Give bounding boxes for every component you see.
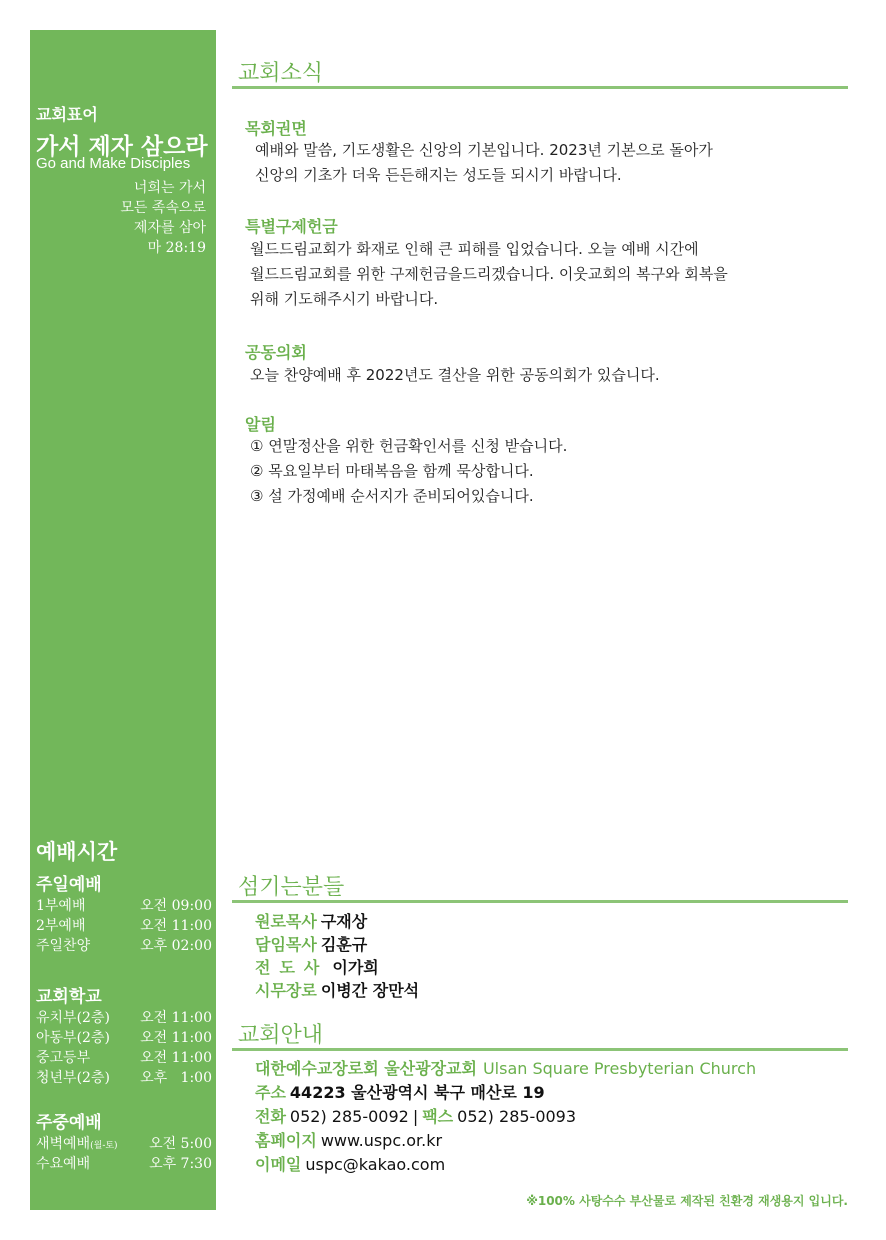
worship-row	[36, 1068, 212, 1088]
sidebar	[30, 30, 216, 1210]
servant-role: 시무장로	[255, 981, 317, 1000]
separator: |	[412, 1107, 419, 1126]
phone-row	[255, 1105, 756, 1129]
weekday-worship-list	[36, 1134, 212, 1174]
phone-value: 052) 285-0092	[289, 1107, 409, 1126]
servant-name: 구재상	[320, 912, 368, 931]
homepage-row	[255, 1129, 756, 1153]
servant-role: 전도사	[255, 958, 329, 977]
special-offering-text	[250, 237, 846, 312]
pastoral-exhortation-title: 목회권면	[245, 119, 307, 138]
text-line: 위해 기도해주시기 바랍니다.	[250, 290, 439, 308]
worship-time: 오후 7:30	[149, 1156, 212, 1172]
congregational-meeting-text	[250, 363, 846, 388]
worship-name: 새벽예배	[36, 1136, 91, 1152]
worship-row	[36, 896, 212, 916]
phone-label: 전화	[255, 1107, 286, 1126]
homepage-label: 홈페이지	[255, 1131, 317, 1150]
worship-time: 오전 11:00	[140, 1030, 212, 1046]
servant-row	[255, 979, 419, 1002]
worship-time: 오전 11:00	[140, 918, 212, 934]
worship-name: 청년부(2층)	[36, 1070, 110, 1086]
text-line: 오늘 찬양예배 후 2022년도 결산을 위한 공동의회가 있습니다.	[250, 366, 660, 384]
sunday-worship-list	[36, 896, 212, 956]
worship-row	[36, 1028, 212, 1048]
church-info-divider	[232, 1048, 848, 1051]
church-name: 대한예수교장로회 울산광장교회	[255, 1059, 477, 1078]
servant-row	[255, 910, 419, 933]
worship-row	[36, 1048, 212, 1068]
notice-item: ① 연말정산을 위한 헌금확인서를 신청 받습니다.	[250, 437, 568, 455]
church-school-title: 교회학교	[36, 987, 102, 1007]
worship-row	[36, 1008, 212, 1028]
email-row	[255, 1153, 756, 1177]
fax-label: 팩스	[422, 1107, 454, 1126]
text-line: 신앙의 기초가 더욱 든든해지는 성도들 되시기 바랍니다.	[255, 166, 622, 184]
homepage-link[interactable]: www.uspc.or.kr	[320, 1131, 443, 1150]
worship-name: 아동부(2층)	[36, 1030, 110, 1046]
church-info	[255, 1057, 756, 1177]
pastoral-exhortation-text	[255, 138, 851, 188]
worship-days-note: (월-토)	[90, 1141, 118, 1151]
servant-role: 원로목사	[255, 912, 317, 931]
motto-label: 교회표어	[36, 105, 98, 124]
worship-name: 중고등부	[36, 1050, 91, 1066]
church-info-section-title: 교회안내	[238, 1023, 324, 1048]
church-school-list	[36, 1008, 212, 1088]
worship-name: 유치부(2층)	[36, 1010, 110, 1026]
worship-row	[36, 916, 212, 936]
motto-english: Go and Make Disciples	[36, 155, 191, 172]
church-name-english: Ulsan Square Presbyterian Church	[482, 1059, 757, 1078]
notices-list	[250, 434, 846, 509]
worship-time: 오후 02:00	[140, 938, 212, 954]
worship-time: 오후 1:00	[140, 1070, 212, 1086]
verse-line: 너희는 가서	[133, 180, 206, 196]
worship-time: 오전 09:00	[140, 898, 212, 914]
email-link[interactable]: uspc@kakao.com	[305, 1155, 446, 1174]
verse-line: 제자를 삼아	[133, 220, 206, 236]
notices-title: 알림	[245, 415, 276, 434]
text-line: 월드드림교회가 화재로 인해 큰 피해를 입었습니다. 오늘 예배 시간에	[250, 240, 699, 258]
weekday-worship-title: 주중예배	[36, 1113, 102, 1133]
worship-time: 오전 5:00	[149, 1136, 212, 1152]
servants-list	[255, 910, 419, 1002]
address-value: 44223 울산광역시 북구 매산로 19	[289, 1083, 545, 1102]
verse-reference: 마 28:19	[147, 240, 206, 256]
sunday-worship-title: 주일예배	[36, 875, 102, 895]
news-divider	[232, 86, 848, 89]
notice-item: ③ 설 가정예배 순서지가 준비되어있습니다.	[250, 487, 534, 505]
verse-line: 모든 족속으로	[120, 200, 206, 216]
worship-row	[36, 1154, 212, 1174]
recycled-paper-note: ※100% 사탕수수 부산물로 제작된 친환경 재생용지 입니다.	[526, 1194, 848, 1208]
servant-row	[255, 933, 419, 956]
worship-time: 오전 11:00	[140, 1010, 212, 1026]
servant-name: 이가희	[332, 958, 379, 977]
notice-item: ② 목요일부터 마태복음을 함께 묵상합니다.	[250, 462, 534, 480]
motto-verse	[120, 178, 206, 258]
worship-name: 수요예배	[36, 1156, 91, 1172]
servant-name: 김훈규	[320, 935, 368, 954]
fax-value: 052) 285-0093	[457, 1107, 577, 1126]
text-line: 예배와 말씀, 기도생활은 신앙의 기본입니다. 2023년 기본으로 돌아가	[255, 141, 713, 159]
servants-section-title: 섬기는분들	[238, 875, 345, 900]
special-offering-title: 특별구제헌금	[245, 217, 338, 236]
news-section-title: 교회소식	[238, 61, 324, 86]
worship-row	[36, 1134, 212, 1154]
text-line: 월드드림교회를 위한 구제헌금을드리겠습니다. 이웃교회의 복구와 회복을	[250, 265, 728, 283]
church-name-row	[255, 1057, 756, 1081]
servant-row	[255, 956, 419, 979]
address-label: 주소	[255, 1083, 286, 1102]
worship-name: 2부예배	[36, 918, 86, 934]
address-row	[255, 1081, 756, 1105]
worship-times-title: 예배시간	[36, 840, 118, 864]
worship-time: 오전 11:00	[140, 1050, 212, 1066]
worship-name: 1부예배	[36, 898, 86, 914]
motto-title: 가서 제자 삼으라	[36, 134, 208, 160]
worship-row	[36, 936, 212, 956]
servant-name: 이병간 장만석	[320, 981, 420, 1000]
email-label: 이메일	[255, 1155, 302, 1174]
servants-divider	[232, 900, 848, 903]
servant-role: 담임목사	[255, 935, 317, 954]
worship-name: 주일찬양	[36, 938, 91, 954]
congregational-meeting-title: 공동의회	[245, 343, 307, 362]
